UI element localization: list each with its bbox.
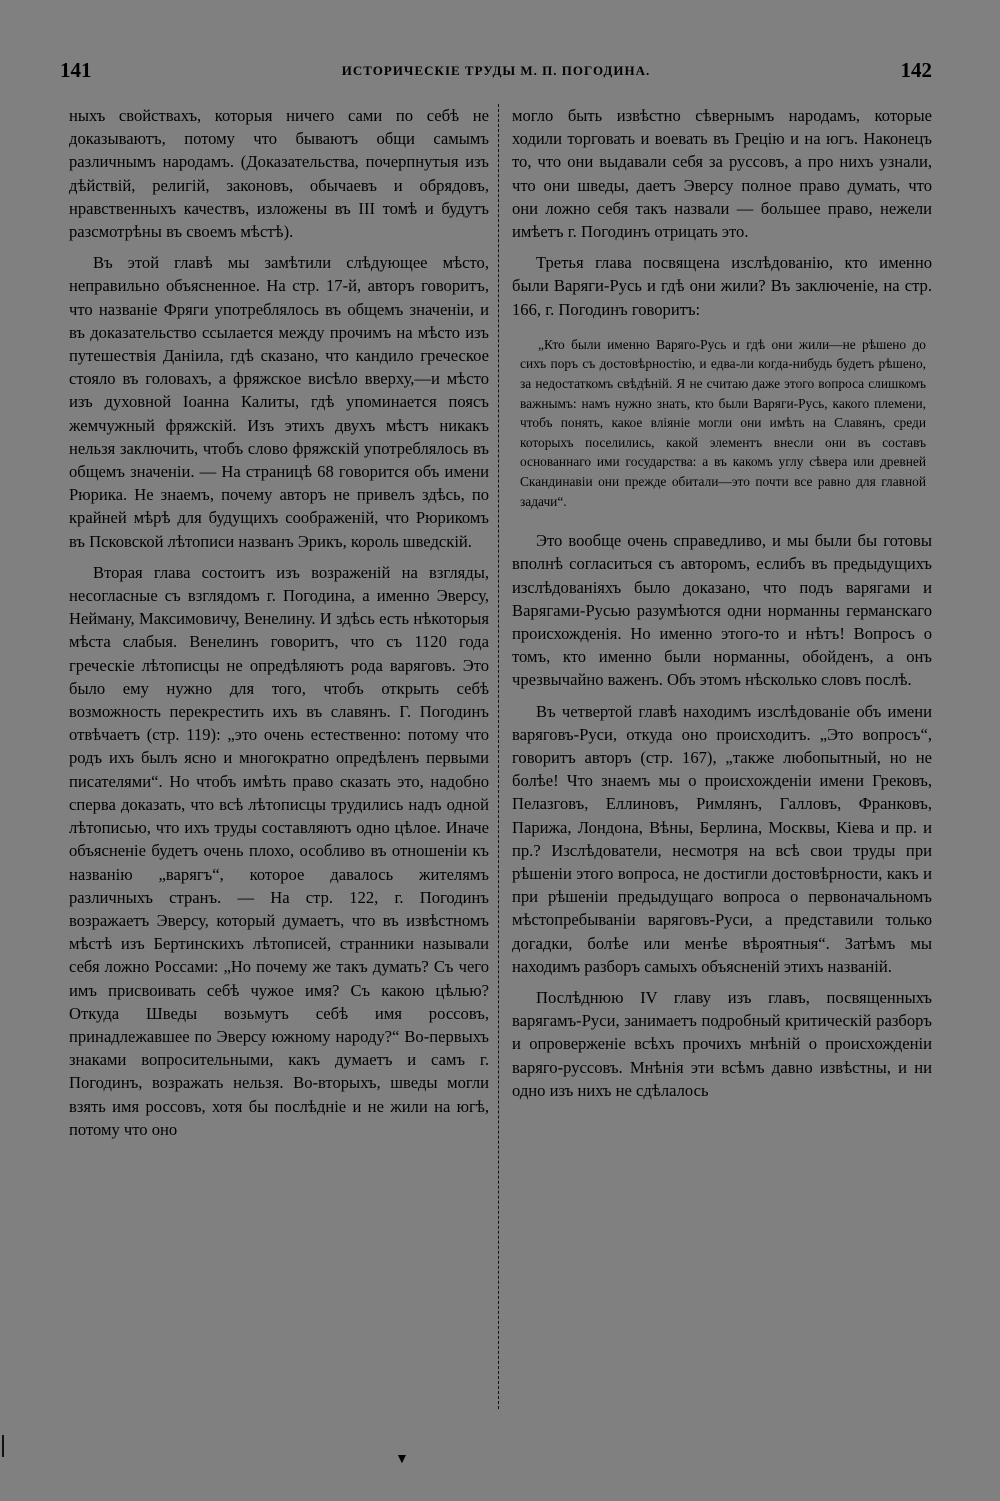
scan-edge-mark	[2, 1435, 4, 1457]
paragraph: Въ четвертой главѣ находимъ изслѣдованіе объ имени варяговъ-Руси, откуда оно происходитъ. „Это вопросъ“, говоритъ авторъ (стр. 167), „также любопытный, но не болѣе! Что знаемъ мы о происхожденіи имени Грековъ, Пелазговъ, Еллиновъ, Римлянъ, Галловъ, Франковъ, Парижа, Лондона, Вѣны, Берлина, Москвы, Кіева и пр. и пр.? Изслѣдователи, несмотря на всѣ свои труды при рѣшеніи этого вопроса, не достигли достовѣрности, какъ и при рѣшеніи предыдущаго вопроса о первоначальномъ мѣстопребываніи варяговъ-Руси, а представили только догадки, болѣе или менѣе вѣроятныя“. Затѣмъ мы находимъ разборъ самыхъ объясненій этихъ названій.	[512, 701, 932, 976]
paragraph: Это вообще очень справедливо, и мы были бы готовы вполнѣ согласиться съ авторомъ, еслибъ въ предыдущихъ изслѣдованіяхъ было доказано, что подъ варягами и Варягами-Русью разумѣются одни норманны германскаго происхожденія. Но именно этого-то и нѣтъ! Вопросъ о томъ, кто именно были норманны, обойденъ, а онъ чрезвычайно важенъ. Объ этомъ нѣсколько словъ послѣ.	[512, 531, 932, 690]
paragraph: ныхъ свойствахъ, которыя ничего сами по себѣ не доказываютъ, потому что бываютъ общи самымъ различнымъ народамъ. (Доказательства, почерпнутыя изъ дѣйствій, религій, законовъ, обычаевъ и обрядовъ, нравственныхъ качествъ, изложены въ III томѣ и будутъ разсмотрѣны въ своемъ мѣстѣ).	[69, 106, 489, 242]
paragraph: Вторая глава состоитъ изъ возраженій на взгляды, несогласные съ взглядомъ г. Погодина, а именно Эверсу, Нейману, Максимовичу, Венелину. И здѣсь есть нѣкоторыя мѣста слабыя. Венелинъ говоритъ, что съ 1120 года греческіе лѣтописцы не опредѣляютъ рода варяговъ. Это было ему нужно для того, чтобъ открыть себѣ возможность перекрестить ихъ въ славянъ. Г. Погодинъ отвѣчаетъ (стр. 119): „это очень естественно: потому что родъ ихъ былъ ясно и многократно опредѣленъ первыми писателями“. Но чтобъ имѣть право сказать это, надобно сперва доказать, что всѣ лѣтописцы трудились надъ одной лѣтописью, что ихъ труды составляютъ одно цѣлое. Иначе объясненіе будетъ очень плохо, особливо въ отношеніи къ названію „варягъ“, которое давалось жителямъ различныхъ странъ. — На стр. 122, г. Погодинъ возражаетъ Эверсу, который думаетъ, что въ извѣстномъ мѣстѣ изъ Бертинскихъ лѣтописей, странники называли себя ложно Россами: „Но почему же такъ думать? Съ чего имъ присвоивать себѣ чужое имя? Съ какою цѣлью? Откуда Шведы возьмутъ себѣ имя россовъ, принадлежавшее по Эверсу южному народу?“ Во-первыхъ знаками вопросительными, какъ думаетъ и самъ г. Погодинъ, возражать нельзя. Во-вторыхъ, шведы могли взять имя россовъ, хотя бы послѣдніе и не жили на югѣ, потому что оно	[69, 562, 489, 1139]
page-number-right: 142	[900, 58, 932, 82]
ornament-mark: ▼	[395, 1452, 409, 1467]
column-divider	[498, 104, 499, 1409]
paragraph: Въ этой главѣ мы замѣтили слѣдующее мѣсто, неправильно объясненное. На стр. 17-й, авторъ говоритъ, что названіе Фряги употреблялось въ общемъ значеніи, и въ доказательство ссылается между прочимъ на мѣсто изъ путешествія Даніила, гдѣ сказано, что кандило греческое стояло въ головахъ, а фряжское висѣло вверху,—и мѣсто изъ духовной Іоанна Калиты, гдѣ упоминается поясъ жемчужный фряжскій. Изъ этихъ двухъ мѣстъ никакъ нельзя заключить, чтобъ слово фряжскій употреблялось въ общемъ значеніи. — На страницѣ 68 говорится объ имени Рюрика. Не знаемъ, почему авторъ не привелъ здѣсь, по крайней мѣрѣ для будущихъ соображеній, что Рюрикомъ въ Псковской лѣтописи названъ Эрикъ, король шведскій.	[69, 253, 489, 551]
running-header	[60, 58, 932, 86]
right-column	[512, 104, 932, 1110]
block-quote: „Кто были именно Варяго-Русь и гдѣ они жили—не рѣшено до сихъ поръ съ достовѣрностію, и едва-ли когда-нибудь будетъ рѣшено, за недостаткомъ свѣдѣній. Я не считаю даже этого вопроса слишкомъ важнымъ: намъ нужно знать, кто были Варяги-Русь, какого племени, чтобъ понять, какое вліяніе могли они имѣть на Славянъ, среди которыхъ поселились, какой элементъ внесли они въ составъ основаннаго ими государства: а въ какомъ углу сѣвера или древней Скандинавіи они прежде обитали—это почти все равно для главной задачи“.	[520, 336, 926, 509]
running-title: ИСТОРИЧЕСКІЕ ТРУДЫ М. П. ПОГОДИНА.	[341, 63, 651, 78]
paragraph: Послѣднюю IV главу изъ главъ, посвященныхъ варягамъ-Руси, занимаетъ подробный критическій разборъ и опроверженіе всѣхъ прочихъ мнѣній о происхожденіи варяго-руссовъ. Мнѣнія эти всѣмъ давно извѣстны, и ни одно изъ нихъ не сдѣлалось	[512, 988, 932, 1100]
paragraph: Третья глава посвящена изслѣдованію, кто именно были Варяги-Русь и гдѣ они жили? Въ заключеніе, на стр. 166, г. Погодинъ говоритъ:	[512, 253, 932, 319]
paragraph: могло быть извѣстно сѣвернымъ народамъ, которые ходили торговать и воевать въ Грецію и на югъ. Наконецъ то, что они выдавали себя за руссовъ, а про нихъ узнали, что они шведы, даетъ Эверсу полное право думать, что они ложно себя такъ назвали — большее право, нежели имѣетъ г. Погодинъ отрицать это.	[512, 106, 932, 242]
page-number-left: 141	[60, 58, 92, 82]
left-column	[69, 104, 489, 1149]
